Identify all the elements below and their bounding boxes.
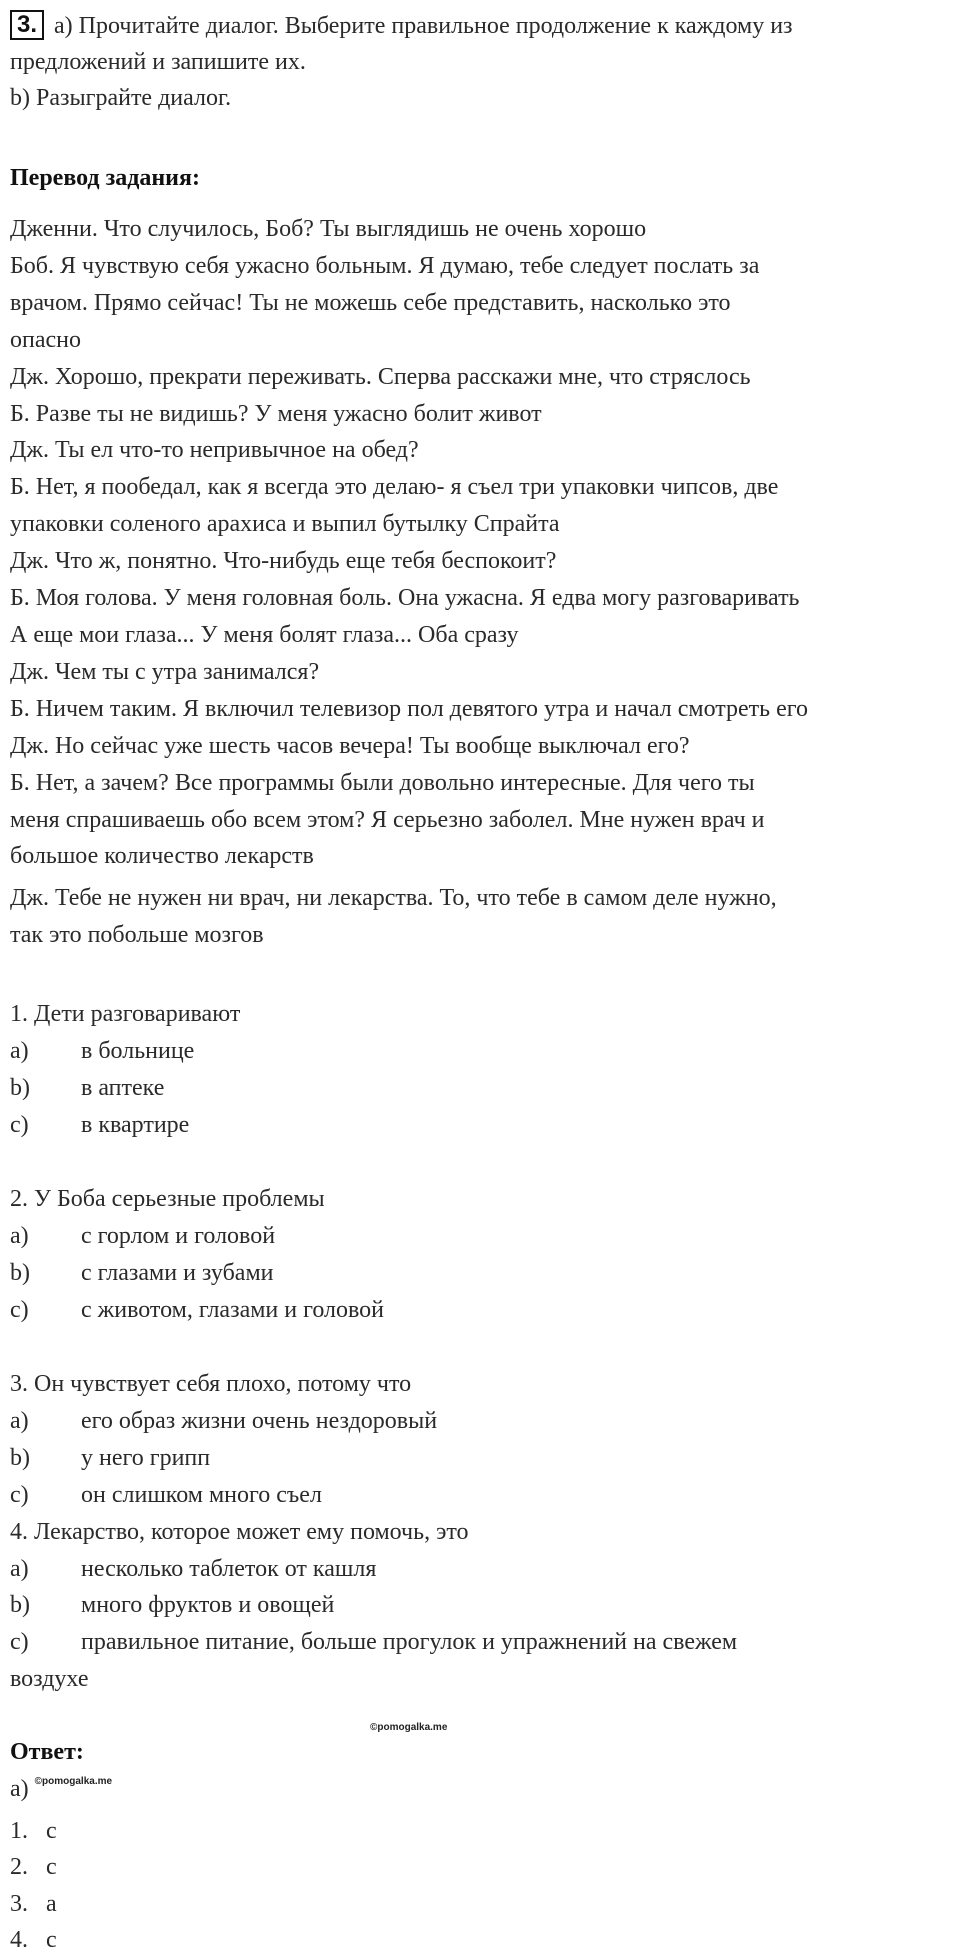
task-text-a: a) Прочитайте диалог. Выберите правильное продолжение к каждому из <box>54 13 793 39</box>
dialog-line: врачом. Прямо сейчас! Ты не можешь себе представить, насколько это <box>10 289 731 316</box>
translation-heading: Перевод задания: <box>10 165 200 191</box>
option: a) несколько таблеток от кашля <box>10 1555 377 1582</box>
task-line-1 <box>10 8 950 44</box>
question-3-4 <box>10 1366 950 1698</box>
dialog-line: Дж. Чем ты с утра занимался? <box>10 658 320 685</box>
dialog-line: опасно <box>10 326 81 353</box>
option: c) в квартире <box>10 1111 190 1138</box>
dialog-line: Дж. Ты ел что-то непривычное на обед? <box>10 437 419 464</box>
option: c) правильное питание, больше прогулок и упражнений на свежем <box>10 1629 738 1656</box>
answer-item: 2. c <box>10 1854 57 1880</box>
answer-item: 3. a <box>10 1890 57 1917</box>
dialog-line: Дж. Что ж, понятно. Что-нибудь еще тебя беспокоит? <box>10 548 557 575</box>
dialog-line: Б. Разве ты не видишь? У меня ужасно болит живот <box>10 400 542 427</box>
dialog-line: большое количество лекарств <box>10 843 314 870</box>
option: a) с горлом и головой <box>10 1222 276 1249</box>
answer-heading: Ответ: <box>10 1739 84 1765</box>
option: a) в больнице <box>10 1037 195 1064</box>
option: b) много фруктов и овощей <box>10 1592 335 1619</box>
dialog-line: Дж. Хорошо, прекрати переживать. Сперва расскажи мне, что стряслось <box>10 363 751 390</box>
question-stem: 3. Он чувствует себя плохо, потому что <box>10 1371 412 1397</box>
answer-list <box>10 1771 210 1959</box>
question-stem: 4. Лекарство, которое может ему помочь, это <box>10 1518 469 1545</box>
dialog-line: меня спрашиваешь обо всем этом? Я серьезно заболел. Мне нужен врач и <box>10 806 765 833</box>
watermark: ©pomogalka.me <box>370 1722 448 1733</box>
answer-item: 1. c <box>10 1817 57 1844</box>
option: c) с животом, глазами и головой <box>10 1296 385 1323</box>
question-stem: 2. У Боба серьезные проблемы <box>10 1186 325 1212</box>
dialog-translation <box>10 211 950 875</box>
dialog-line: Б. Нет, я пообедал, как я всегда это делаю- я съел три упаковки чипсов, две <box>10 474 779 501</box>
option: b) с глазами и зубами <box>10 1259 274 1286</box>
dialog-line: Дж. Но сейчас уже шесть часов вечера! Ты вообще выключал его? <box>10 732 690 759</box>
option: b) в аптеке <box>10 1074 165 1101</box>
task-number-badge: 3. <box>10 10 44 40</box>
task-text-a-cont: предложений и запишите их. <box>10 49 306 75</box>
watermark: ©pomogalka.me <box>34 1776 113 1787</box>
answer-item: 4. c <box>10 1927 57 1953</box>
dialog-line: так это побольше мозгов <box>10 921 264 948</box>
dialog-line: Дженни. Что случилось, Боб? Ты выглядишь не очень хорошо <box>10 216 647 242</box>
question-1 <box>10 996 950 1144</box>
dialog-line: Б. Нет, а зачем? Все программы были довольно интересные. Для чего ты <box>10 769 755 796</box>
dialog-ending <box>10 880 950 954</box>
question-2 <box>10 1181 950 1329</box>
task-instructions <box>10 8 950 116</box>
answer-part: a) $^{©pomogalka.me}$ <box>10 1776 113 1802</box>
question-stem: 1. Дети разговаривают <box>10 1001 241 1027</box>
task-text-b: b) Разыграйте диалог. <box>10 85 232 111</box>
option-continuation: воздухе <box>10 1666 89 1693</box>
option: b) у него грипп <box>10 1444 211 1471</box>
dialog-line: Б. Моя голова. У меня головная боль. Она ужасна. Я едва могу разговаривать <box>10 585 800 612</box>
dialog-line: упаковки соленого арахиса и выпил бутылку Спрайта <box>10 511 560 538</box>
dialog-line: Боб. Я чувствую себя ужасно больным. Я думаю, тебе следует послать за <box>10 252 760 279</box>
option: c) он слишком много съел <box>10 1481 322 1508</box>
dialog-line: А еще мои глаза... У меня болят глаза... Оба сразу <box>10 621 519 648</box>
dialog-line: Дж. Тебе не нужен ни врач, ни лекарства. То, что тебе в самом деле нужно, <box>10 885 777 911</box>
dialog-line: Б. Ничем таким. Я включил телевизор пол девятого утра и начал смотреть его <box>10 695 809 722</box>
option: a) его образ жизни очень нездоровый <box>10 1407 438 1434</box>
